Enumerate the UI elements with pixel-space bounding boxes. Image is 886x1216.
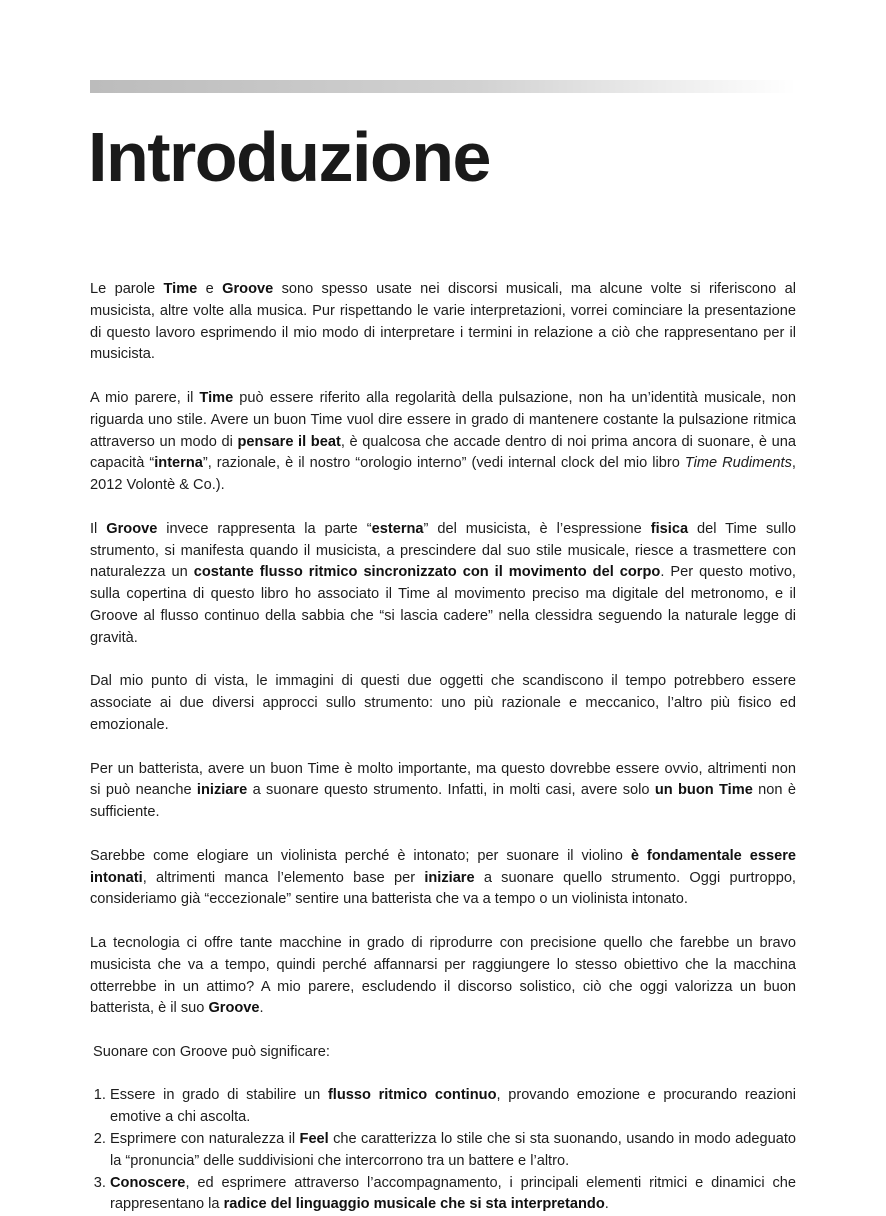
text-run: . <box>604 1196 609 1213</box>
text-run: a suonare quello strumento. Oggi purtroppo, consideriamo già “eccezionale” sentire una batterista che va a tempo o un violinista intonato. <box>90 869 796 908</box>
text-run: non è sufficiente. <box>90 782 796 821</box>
text-run: Esprimere con naturalezza il <box>110 1131 300 1148</box>
list-intro <box>90 1042 796 1064</box>
paragraph <box>90 846 796 911</box>
text-run: Sarebbe come elogiare un violinista perché è intonato; per suonare il violino <box>90 847 631 864</box>
text-run: , 2012 Volontè & Co.). <box>90 455 796 494</box>
bold-text: Groove <box>106 520 158 537</box>
bold-text: Conoscere <box>110 1174 186 1191</box>
text-run: La tecnologia ci offre tante macchine in grado di riprodurre con precisione quello che farebbe un bravo musicista che va a tempo, quindi perché affannarsi per raggiungere lo stesso obiettivo che la macchina otterrebbe in un attimo? A mio parere, escludendo il discorso solistico, ciò che oggi valorizza un buon batterista, è il suo <box>90 934 796 1017</box>
bold-text: un buon Time <box>654 782 753 799</box>
bold-text: costante flusso ritmico sincronizzato con il movimento del corpo <box>193 564 661 581</box>
paragraph <box>90 519 796 650</box>
text-run: e <box>197 281 223 297</box>
bold-text: iniziare <box>424 869 475 886</box>
bold-text: fisica <box>650 520 689 537</box>
text-run: ”, razionale, è il nostro “orologio interno” (vedi internal clock del mio libro <box>202 455 685 472</box>
body-text <box>90 279 796 1216</box>
bold-text: esterna <box>371 520 424 537</box>
text-run: . Per questo motivo, sulla copertina di questo libro ho associato il Time al movimento preciso ma digitale del metronomo, e il Groove al flusso continuo della sabbia che “si lascia cadere” nella clessidra seguendo la naturale legge di gravità. <box>90 564 796 646</box>
page-title: Introduzione <box>88 118 490 196</box>
bold-text: Groove <box>208 1000 260 1017</box>
list-item <box>110 1129 796 1173</box>
paragraph <box>90 279 796 366</box>
text-run: Dal mio punto di vista, le immagini di questi due oggetti che scandiscono il tempo potrebbero essere associate ai due diversi approcci sullo strumento: uno più razionale e meccanico, l’altro più fisico ed emozionale. <box>90 673 796 733</box>
text-run: , provando emozione e procurando reazioni emotive a chi ascolta. <box>110 1087 797 1126</box>
text-run: può essere riferito alla regolarità della pulsazione, non ha un’identità musicale, non riguarda uno stile. Avere un buon Time vuol dire essere in grado di mantenere costante la pulsazione ritmica attraverso un modo di <box>90 389 796 450</box>
bold-text: radice del linguaggio musicale che si sta interpretando <box>223 1196 605 1213</box>
bold-text: Time <box>163 281 198 297</box>
significance-list <box>90 1085 796 1216</box>
bold-text: pensare il beat <box>237 433 341 450</box>
paragraph <box>90 671 796 736</box>
text-run: A mio parere, il <box>90 389 200 406</box>
text-run: a suonare questo strumento. Infatti, in molti casi, avere solo <box>247 782 655 799</box>
paragraphs <box>90 279 796 1064</box>
text-run: ” del musicista, è l’espressione <box>423 520 651 537</box>
bold-text: interna <box>154 455 203 472</box>
text-run: Per un batterista, avere un buon Time è molto importante, ma questo dovrebbe essere ovvio, altrimenti non si può neanche <box>90 760 796 799</box>
text-run: . <box>259 1000 264 1017</box>
paragraph <box>90 933 796 1020</box>
text-run: che caratterizza lo stile che si sta suonando, usando in modo adeguato la “pronuncia” delle suddivisioni che intercorrono tra un battere e l’altro. <box>110 1131 796 1169</box>
text-run: Le parole <box>90 281 164 297</box>
text-run: Essere in grado di stabilire un <box>110 1087 328 1104</box>
bold-text: Time <box>199 389 234 406</box>
bold-text: flusso ritmico continuo <box>327 1087 497 1104</box>
text-run: , ed esprimere attraverso l’accompagnamento, i principali elementi ritmici e dinamici che rappresentano la <box>110 1174 796 1213</box>
bold-text: iniziare <box>196 782 248 799</box>
paragraph <box>90 388 796 497</box>
bold-text: Groove <box>222 281 274 297</box>
text-run: Suonare con Groove può significare: <box>93 1043 330 1060</box>
paragraph <box>90 759 796 824</box>
text-run: , altrimenti manca l’elemento base per <box>142 869 425 886</box>
text-run: sono spesso usate nei discorsi musicali, ma alcune volte si riferiscono al musicista, altre volte alla musica. Pur rispettando le varie interpretazioni, vorrei cominciare la presentazione di questo lavoro esprimendo il mio modo di interpretare i termini in relazione a ciò che rappresentano per il musicista. <box>90 281 796 363</box>
italic-text: Time Rudiments <box>684 455 792 472</box>
text-run: Il <box>90 520 107 537</box>
bold-text: Feel <box>299 1131 329 1148</box>
bold-text: è fondamentale essere intonati <box>90 847 796 886</box>
list-item <box>110 1173 796 1216</box>
header-rule <box>90 80 796 93</box>
text-run: , è qualcosa che accade dentro di noi prima ancora di suonare, è una capacità “ <box>90 433 796 472</box>
text-run: del Time sullo strumento, si manifesta quando il musicista, a prescindere dal suo stile musicale, riesce a trasmettere con naturalezza un <box>90 520 797 581</box>
list-item <box>110 1085 796 1129</box>
text-run: invece rappresenta la parte “ <box>157 520 372 537</box>
